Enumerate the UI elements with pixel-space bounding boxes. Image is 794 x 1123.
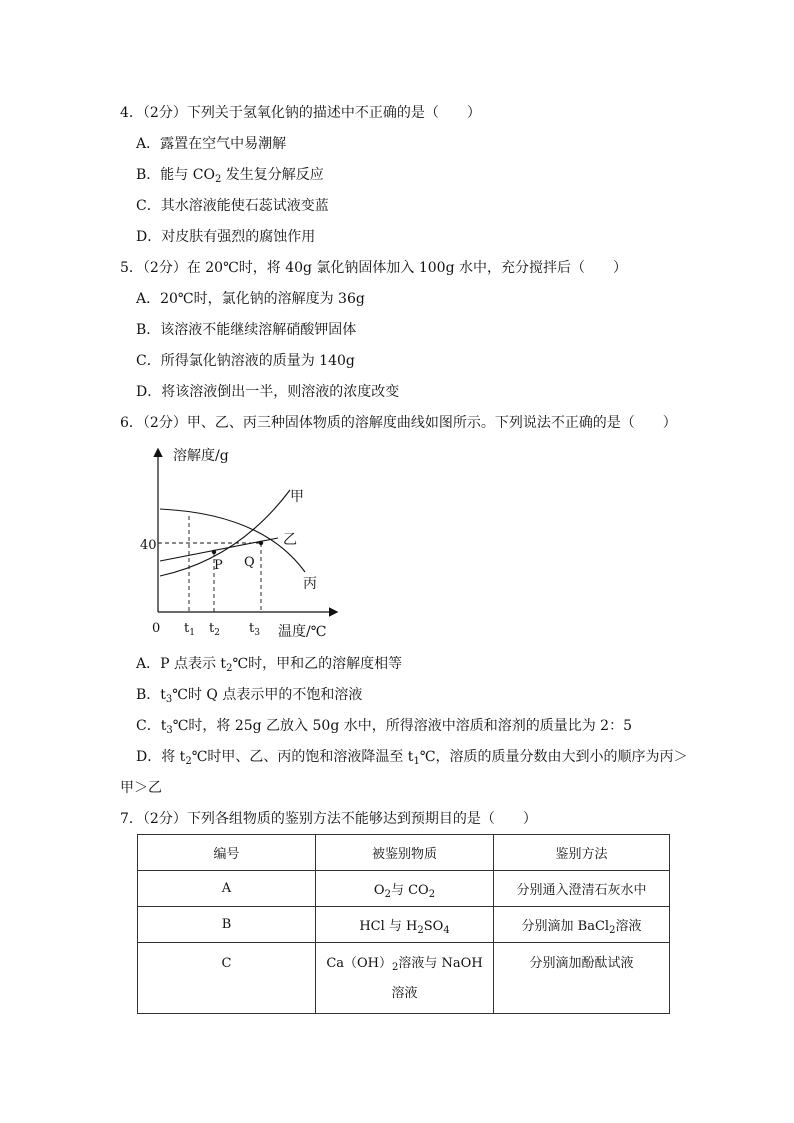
q5-option-c: C．所得氯化钠溶液的质量为 140g	[136, 353, 355, 369]
q6-option-c: C．$t_3℃$时，将 25g 乙放入 50g 水中，所得溶液中溶质和溶剂的质量比为 2：5	[136, 718, 632, 736]
header-substances: 被鉴别物质	[316, 835, 494, 871]
row-a-method: 分别通入澄清石灰水中	[494, 871, 670, 907]
table-row	[138, 871, 670, 907]
q5-option-b: B．该溶液不能继续溶解硝酸钾固体	[136, 322, 357, 338]
q6-option-d: D．将 $t_2℃$时甲、乙、丙的饱和溶液降温至 $t_1℃$，溶质的质量分数由大到小的顺序为丙＞	[136, 749, 688, 767]
table-row	[138, 907, 670, 943]
x-tick-t2: $t_2$	[209, 621, 220, 638]
x-tick-t3: $t_3$	[249, 621, 260, 638]
q6-option-b: B．$t_3℃$时 Q 点表示甲的不饱和溶液	[136, 687, 363, 705]
x-axis-label: 温度/℃	[278, 624, 327, 640]
question-6-stem: 6．（2分）甲、乙、丙三种固体物质的溶解度曲线如图所示。下列说法不正确的是（ ）	[120, 415, 677, 431]
solubility-chart	[118, 444, 358, 644]
point-p	[212, 550, 216, 554]
row-c-id: C	[138, 943, 316, 1014]
point-label-p: P	[214, 558, 223, 573]
y-axis-label: 溶解度/g	[173, 448, 229, 464]
header-id: 编号	[138, 835, 316, 871]
q4-option-a: A．露置在空气中易潮解	[136, 136, 287, 152]
y-tick-40: 40	[140, 538, 157, 553]
table-row	[138, 943, 670, 1014]
series-label-yi: 乙	[283, 532, 297, 548]
row-c-substances: $Ca(OH)_2$溶液与 NaOH 溶液	[316, 943, 494, 1014]
q4-option-b: B．能与 $CO_2$ 发生复分解反应	[136, 167, 324, 185]
question-7-stem: 7．（2分）下列各组物质的鉴别方法不能够达到预期目的是（ ）	[120, 811, 537, 827]
point-label-q: Q	[244, 555, 255, 570]
q5-option-d: D．将该溶液倒出一半，则溶液的浓度改变	[136, 384, 400, 400]
row-b-method: 分别滴加 BaCl$_2$溶液	[494, 907, 670, 943]
row-c-method: 分别滴加酚酞试液	[494, 943, 670, 1014]
series-label-jia: 甲	[290, 489, 304, 505]
table-header-row	[138, 835, 670, 871]
row-a-substances: $O_2$与 $CO_2$	[316, 871, 494, 907]
question-4-stem: 4．（2分）下列关于氢氧化钠的描述中不正确的是（ ）	[120, 105, 481, 121]
x-tick-t1: $t_1$	[184, 621, 195, 638]
row-a-id: A	[138, 871, 316, 907]
question-5-stem: 5．（2分）在 20℃时，将 40g 氯化钠固体加入 100g 水中，充分搅拌后（ ）	[120, 260, 627, 276]
q4-option-c: C．其水溶液能使石蕊试液变蓝	[136, 198, 329, 214]
q6-option-d-continued: 甲＞乙	[120, 780, 162, 796]
q6-option-a: A．P 点表示 $t_2℃$时，甲和乙的溶解度相等	[136, 656, 403, 674]
row-b-id: B	[138, 907, 316, 943]
point-q	[259, 541, 263, 545]
curve-jia	[160, 490, 290, 576]
header-method: 鉴别方法	[494, 835, 670, 871]
q5-option-a: A．20℃时，氯化钠的溶解度为 36g	[136, 291, 365, 307]
origin-label: 0	[152, 621, 161, 636]
q7-table	[137, 834, 670, 1014]
q4-option-d: D．对皮肤有强烈的腐蚀作用	[136, 229, 316, 245]
row-b-substances: HCl 与 $H_2SO_4$	[316, 907, 494, 943]
series-label-bing: 丙	[303, 576, 317, 592]
